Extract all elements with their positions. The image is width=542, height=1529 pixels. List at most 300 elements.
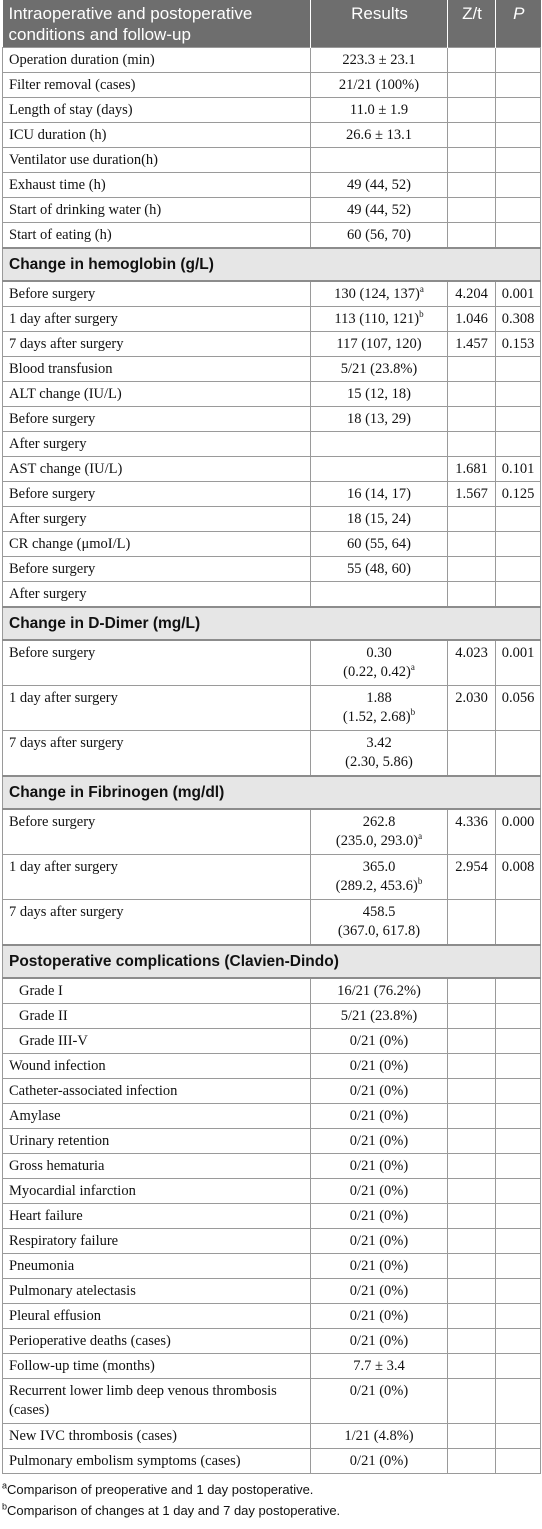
table-row xyxy=(3,1279,541,1304)
table-row xyxy=(3,148,541,173)
table-row xyxy=(3,1204,541,1229)
row-result-text: 0/21 (0%) xyxy=(349,1383,409,1399)
row-label-text: 1 day after surgery xyxy=(9,859,118,875)
row-result-text: 0/21 (0%) xyxy=(349,1233,409,1249)
table-row xyxy=(3,978,541,1004)
row-label xyxy=(3,1004,311,1029)
section-complications xyxy=(3,945,541,978)
row-label-text: After surgery xyxy=(9,586,87,602)
result-median: 0.30 xyxy=(366,645,392,661)
table-row xyxy=(3,482,541,507)
result-median: 458.5 xyxy=(362,904,396,920)
row-z xyxy=(448,809,496,855)
row-z xyxy=(448,1279,496,1304)
row-p xyxy=(496,432,541,457)
row-p xyxy=(496,1354,541,1379)
row-p xyxy=(496,1449,541,1474)
row-result xyxy=(311,1229,448,1254)
section-ddimer xyxy=(3,607,541,640)
row-label xyxy=(3,731,311,777)
row-p xyxy=(496,582,541,608)
row-label-text: ICU duration (h) xyxy=(9,127,107,143)
row-label-text: Start of drinking water (h) xyxy=(9,202,162,218)
table-row xyxy=(3,532,541,557)
row-result-text: 0/21 (0%) xyxy=(349,1308,409,1324)
row-z xyxy=(448,532,496,557)
row-p xyxy=(496,1379,541,1424)
row-p xyxy=(496,148,541,173)
result-range-text: (0.22, 0.42) xyxy=(343,664,411,680)
row-label xyxy=(3,532,311,557)
row-result xyxy=(311,1424,448,1449)
row-p xyxy=(496,482,541,507)
row-label-text: Start of eating (h) xyxy=(9,227,112,243)
row-z xyxy=(448,407,496,432)
row-p xyxy=(496,557,541,582)
row-p xyxy=(496,978,541,1004)
row-z-text: 1.046 xyxy=(455,311,488,327)
table-row xyxy=(3,48,541,73)
row-z xyxy=(448,582,496,608)
row-result-text: 26.6 ± 13.1 xyxy=(346,127,412,143)
row-result-text: 60 (55, 64) xyxy=(346,536,412,552)
table-row xyxy=(3,1154,541,1179)
row-label xyxy=(3,1029,311,1054)
row-label-text: Length of stay (days) xyxy=(9,102,133,118)
row-z-text: 1.567 xyxy=(455,486,488,502)
row-result-text: 223.3 ± 23.1 xyxy=(342,52,416,68)
row-p xyxy=(496,507,541,532)
row-label xyxy=(3,223,311,249)
row-z xyxy=(448,978,496,1004)
row-label-text: Before surgery xyxy=(9,645,96,661)
row-result-text: 18 (15, 24) xyxy=(346,511,412,527)
row-result xyxy=(311,557,448,582)
row-result-text: 0/21 (0%) xyxy=(349,1453,409,1469)
row-p xyxy=(496,900,541,946)
row-result-text: 113 (110, 121) xyxy=(334,311,420,327)
row-result-text: 0/21 (0%) xyxy=(349,1058,409,1074)
row-result-text: 49 (44, 52) xyxy=(346,177,412,193)
table-row xyxy=(3,1229,541,1254)
row-result xyxy=(311,148,448,173)
table-row xyxy=(3,73,541,98)
row-result-text: 1/21 (4.8%) xyxy=(344,1428,414,1444)
row-p xyxy=(496,640,541,686)
row-p xyxy=(496,1179,541,1204)
row-label xyxy=(3,482,311,507)
row-label xyxy=(3,48,311,73)
row-z xyxy=(448,1154,496,1179)
table-header-row xyxy=(3,0,541,48)
row-z xyxy=(448,1229,496,1254)
row-label-text: Grade I xyxy=(19,983,63,999)
table-row xyxy=(3,332,541,357)
row-label xyxy=(3,1279,311,1304)
row-result xyxy=(311,332,448,357)
table-row xyxy=(3,640,541,686)
row-p xyxy=(496,1229,541,1254)
row-p xyxy=(496,1079,541,1104)
table-row xyxy=(3,457,541,482)
result-median: 3.42 xyxy=(366,735,392,751)
row-result-text: 15 (12, 18) xyxy=(346,386,412,402)
row-label xyxy=(3,1154,311,1179)
row-label xyxy=(3,407,311,432)
row-z xyxy=(448,640,496,686)
row-label-text: Grade III-V xyxy=(19,1033,88,1049)
row-z xyxy=(448,1179,496,1204)
row-label-text: 7 days after surgery xyxy=(9,336,124,352)
row-label xyxy=(3,1254,311,1279)
table-row xyxy=(3,686,541,731)
row-label xyxy=(3,382,311,407)
row-label xyxy=(3,686,311,731)
row-result xyxy=(311,223,448,249)
row-result xyxy=(311,582,448,608)
row-result-text: 21/21 (100%) xyxy=(338,77,420,93)
row-result-text: 16 (14, 17) xyxy=(346,486,412,502)
row-label xyxy=(3,1304,311,1329)
row-result xyxy=(311,507,448,532)
row-label-text: Recurrent lower limb deep venous thrombosis (cases) xyxy=(9,1383,277,1418)
row-label xyxy=(3,357,311,382)
row-p-text: 0.008 xyxy=(501,859,535,875)
footnote-b: $^b$Comparison of changes at 1 day and 7 day postoperative. xyxy=(2,1501,341,1518)
row-z xyxy=(448,73,496,98)
footnote-marker: b xyxy=(419,309,424,320)
table-row xyxy=(3,123,541,148)
row-result-text: 0/21 (0%) xyxy=(349,1258,409,1274)
row-result-text: 0/21 (0%) xyxy=(349,1033,409,1049)
table-row xyxy=(3,98,541,123)
row-z xyxy=(448,1379,496,1424)
row-p xyxy=(496,281,541,307)
row-result xyxy=(311,978,448,1004)
row-result xyxy=(311,48,448,73)
table-row xyxy=(3,1254,541,1279)
table-row xyxy=(3,1449,541,1474)
row-label xyxy=(3,1104,311,1129)
row-p-text: 0.308 xyxy=(501,311,535,327)
row-p xyxy=(496,1204,541,1229)
row-p xyxy=(496,73,541,98)
result-median: 262.8 xyxy=(362,814,396,830)
row-z xyxy=(448,123,496,148)
row-z xyxy=(448,198,496,223)
footnote-marker: b xyxy=(417,876,423,887)
row-result-text: 130 (124, 137) xyxy=(334,286,420,302)
row-p xyxy=(496,731,541,777)
row-result xyxy=(311,640,448,686)
row-label-text: AST change (IU/L) xyxy=(9,461,123,477)
row-label xyxy=(3,1204,311,1229)
row-result xyxy=(311,855,448,900)
row-result xyxy=(311,1129,448,1154)
row-result xyxy=(311,686,448,731)
row-result xyxy=(311,407,448,432)
row-z xyxy=(448,432,496,457)
header-z-t: Z/t xyxy=(448,0,496,48)
row-label xyxy=(3,855,311,900)
result-range-text: (235.0, 293.0) xyxy=(335,833,419,849)
row-label xyxy=(3,809,311,855)
row-label xyxy=(3,332,311,357)
row-result-text: 0/21 (0%) xyxy=(349,1283,409,1299)
row-z xyxy=(448,1129,496,1154)
result-range xyxy=(317,663,441,682)
table-row xyxy=(3,1304,541,1329)
row-result xyxy=(311,482,448,507)
row-p xyxy=(496,1029,541,1054)
table-row xyxy=(3,173,541,198)
row-z xyxy=(448,1079,496,1104)
row-label xyxy=(3,73,311,98)
row-result-text: 0/21 (0%) xyxy=(349,1158,409,1174)
row-z xyxy=(448,731,496,777)
row-label xyxy=(3,1354,311,1379)
row-label xyxy=(3,1179,311,1204)
table-row xyxy=(3,731,541,777)
row-label-text: New IVC thrombosis (cases) xyxy=(9,1428,177,1444)
row-label-text: Exhaust time (h) xyxy=(9,177,106,193)
row-label-text: Myocardial infarction xyxy=(9,1183,136,1199)
row-result xyxy=(311,1254,448,1279)
row-result-text: 60 (56, 70) xyxy=(346,227,412,243)
row-z xyxy=(448,281,496,307)
table-row xyxy=(3,357,541,382)
result-range-text: (1.52, 2.68) xyxy=(342,709,411,725)
row-result-text: 0/21 (0%) xyxy=(349,1083,409,1099)
row-result xyxy=(311,1354,448,1379)
row-label-text: Filter removal (cases) xyxy=(9,77,136,93)
row-label xyxy=(3,198,311,223)
row-p xyxy=(496,809,541,855)
row-label xyxy=(3,281,311,307)
row-z-text: 1.457 xyxy=(455,336,488,352)
row-z xyxy=(448,98,496,123)
row-z-text: 1.681 xyxy=(455,461,488,477)
row-p xyxy=(496,1279,541,1304)
row-p xyxy=(496,173,541,198)
footnote-marker: a xyxy=(418,831,423,842)
row-result-text: 0/21 (0%) xyxy=(349,1108,409,1124)
row-result xyxy=(311,1004,448,1029)
table-row xyxy=(3,507,541,532)
row-label-text: Before surgery xyxy=(9,411,96,427)
row-label-text: Ventilator use duration(h) xyxy=(9,152,158,168)
row-result xyxy=(311,731,448,777)
row-label-text: Follow-up time (months) xyxy=(9,1358,155,1374)
table-row xyxy=(3,382,541,407)
row-p xyxy=(496,198,541,223)
row-result-text: 11.0 ± 1.9 xyxy=(349,102,409,118)
row-label-text: CR change (μmoI/L) xyxy=(9,536,131,552)
row-p xyxy=(496,382,541,407)
row-z xyxy=(448,357,496,382)
row-p xyxy=(496,332,541,357)
row-result xyxy=(311,1204,448,1229)
table-row xyxy=(3,1129,541,1154)
row-label-text: Pneumonia xyxy=(9,1258,75,1274)
row-z xyxy=(448,1254,496,1279)
row-label xyxy=(3,582,311,608)
result-range xyxy=(317,753,441,772)
footnote-marker: a xyxy=(410,662,415,673)
row-label xyxy=(3,507,311,532)
row-label-text: Before surgery xyxy=(9,814,96,830)
row-z xyxy=(448,1329,496,1354)
result-range xyxy=(317,832,441,851)
row-result xyxy=(311,457,448,482)
row-result xyxy=(311,281,448,307)
row-z xyxy=(448,557,496,582)
table-row xyxy=(3,281,541,307)
row-result xyxy=(311,1179,448,1204)
row-label-text: Urinary retention xyxy=(9,1133,110,1149)
result-range xyxy=(317,877,441,896)
row-result xyxy=(311,307,448,332)
row-label-text: Grade II xyxy=(19,1008,68,1024)
row-p-text: 0.001 xyxy=(501,645,535,661)
row-result-text: 117 (107, 120) xyxy=(336,336,422,352)
row-p-text: 0.153 xyxy=(501,336,535,352)
row-label xyxy=(3,173,311,198)
table-row xyxy=(3,1004,541,1029)
row-label-text: Before surgery xyxy=(9,561,96,577)
row-p xyxy=(496,1004,541,1029)
result-range-text: (289.2, 453.6) xyxy=(335,878,418,894)
row-label-text: ALT change (IU/L) xyxy=(9,386,122,402)
row-p xyxy=(496,532,541,557)
row-result-text: 49 (44, 52) xyxy=(346,202,412,218)
header-results: Results xyxy=(311,0,448,48)
row-z-text: 2.954 xyxy=(455,859,488,875)
row-label xyxy=(3,432,311,457)
row-z xyxy=(448,686,496,731)
section-title: Change in hemoglobin (g/L) xyxy=(3,248,541,281)
table-row xyxy=(3,1329,541,1354)
row-p-text: 0.056 xyxy=(501,690,535,706)
row-label xyxy=(3,1329,311,1354)
table-row xyxy=(3,582,541,608)
row-z xyxy=(448,457,496,482)
row-label xyxy=(3,1424,311,1449)
row-label-text: After surgery xyxy=(9,511,87,527)
row-result xyxy=(311,1079,448,1104)
row-p xyxy=(496,123,541,148)
row-p xyxy=(496,457,541,482)
row-p xyxy=(496,48,541,73)
table-body xyxy=(3,48,541,1474)
table-row xyxy=(3,198,541,223)
table-row xyxy=(3,557,541,582)
footnote-a: $^a$Comparison of preoperative and 1 day postoperative. xyxy=(2,1480,314,1497)
row-result xyxy=(311,1054,448,1079)
section-title: Change in Fibrinogen (mg/dl) xyxy=(3,776,541,809)
row-result xyxy=(311,1329,448,1354)
table-row xyxy=(3,1054,541,1079)
row-label xyxy=(3,457,311,482)
row-result-text: 0/21 (0%) xyxy=(349,1333,409,1349)
table-row xyxy=(3,809,541,855)
section-title: Change in D-Dimer (mg/L) xyxy=(3,607,541,640)
results-table xyxy=(2,0,541,1474)
row-result xyxy=(311,98,448,123)
row-z xyxy=(448,1029,496,1054)
row-result-text: 7.7 ± 3.4 xyxy=(353,1358,405,1374)
row-result-text: 18 (13, 29) xyxy=(346,411,412,427)
row-result-text: 16/21 (76.2%) xyxy=(337,983,421,999)
row-z-text: 2.030 xyxy=(455,690,488,706)
row-label-text: Heart failure xyxy=(9,1208,83,1224)
row-result-text: 0/21 (0%) xyxy=(349,1133,409,1149)
row-z xyxy=(448,332,496,357)
row-label xyxy=(3,1129,311,1154)
section-title: Postoperative complications (Clavien-Dindo) xyxy=(3,945,541,978)
row-p xyxy=(496,1329,541,1354)
row-label-text: Pleural effusion xyxy=(9,1308,101,1324)
row-result xyxy=(311,1104,448,1129)
row-result-text: 0/21 (0%) xyxy=(349,1208,409,1224)
table-row xyxy=(3,407,541,432)
table-row xyxy=(3,1424,541,1449)
row-z xyxy=(448,48,496,73)
row-z xyxy=(448,173,496,198)
row-label xyxy=(3,1449,311,1474)
header-p: P xyxy=(496,0,541,48)
row-label xyxy=(3,98,311,123)
footnote-marker: a xyxy=(419,284,424,295)
row-label xyxy=(3,978,311,1004)
row-result-text: 5/21 (23.8%) xyxy=(340,1008,418,1024)
row-z xyxy=(448,855,496,900)
row-p xyxy=(496,686,541,731)
row-z xyxy=(448,148,496,173)
row-p xyxy=(496,1054,541,1079)
row-result-text: 0/21 (0%) xyxy=(349,1183,409,1199)
row-label-text: Perioperative deaths (cases) xyxy=(9,1333,171,1349)
row-label xyxy=(3,123,311,148)
row-z xyxy=(448,1054,496,1079)
row-result xyxy=(311,1279,448,1304)
row-p xyxy=(496,357,541,382)
row-label xyxy=(3,148,311,173)
row-label xyxy=(3,900,311,946)
row-p xyxy=(496,98,541,123)
row-result xyxy=(311,73,448,98)
section-fibrinogen xyxy=(3,776,541,809)
footnote-marker: b xyxy=(410,707,416,718)
row-label-text: 1 day after surgery xyxy=(9,690,118,706)
row-result xyxy=(311,1379,448,1424)
row-result xyxy=(311,357,448,382)
row-result-text: 55 (48, 60) xyxy=(346,561,412,577)
row-result xyxy=(311,900,448,946)
row-label-text: Pulmonary embolism symptoms (cases) xyxy=(9,1453,241,1469)
row-p xyxy=(496,1424,541,1449)
row-z xyxy=(448,1204,496,1229)
header-conditions: Intraoperative and postoperative conditions and follow-up xyxy=(3,0,311,48)
row-z-text: 4.023 xyxy=(455,645,488,661)
row-result-text: 5/21 (23.8%) xyxy=(340,361,418,377)
table-row xyxy=(3,223,541,249)
row-result xyxy=(311,809,448,855)
row-label-text: Respiratory failure xyxy=(9,1233,119,1249)
row-p xyxy=(496,307,541,332)
row-p-text: 0.125 xyxy=(501,486,535,502)
section-hemoglobin xyxy=(3,248,541,281)
